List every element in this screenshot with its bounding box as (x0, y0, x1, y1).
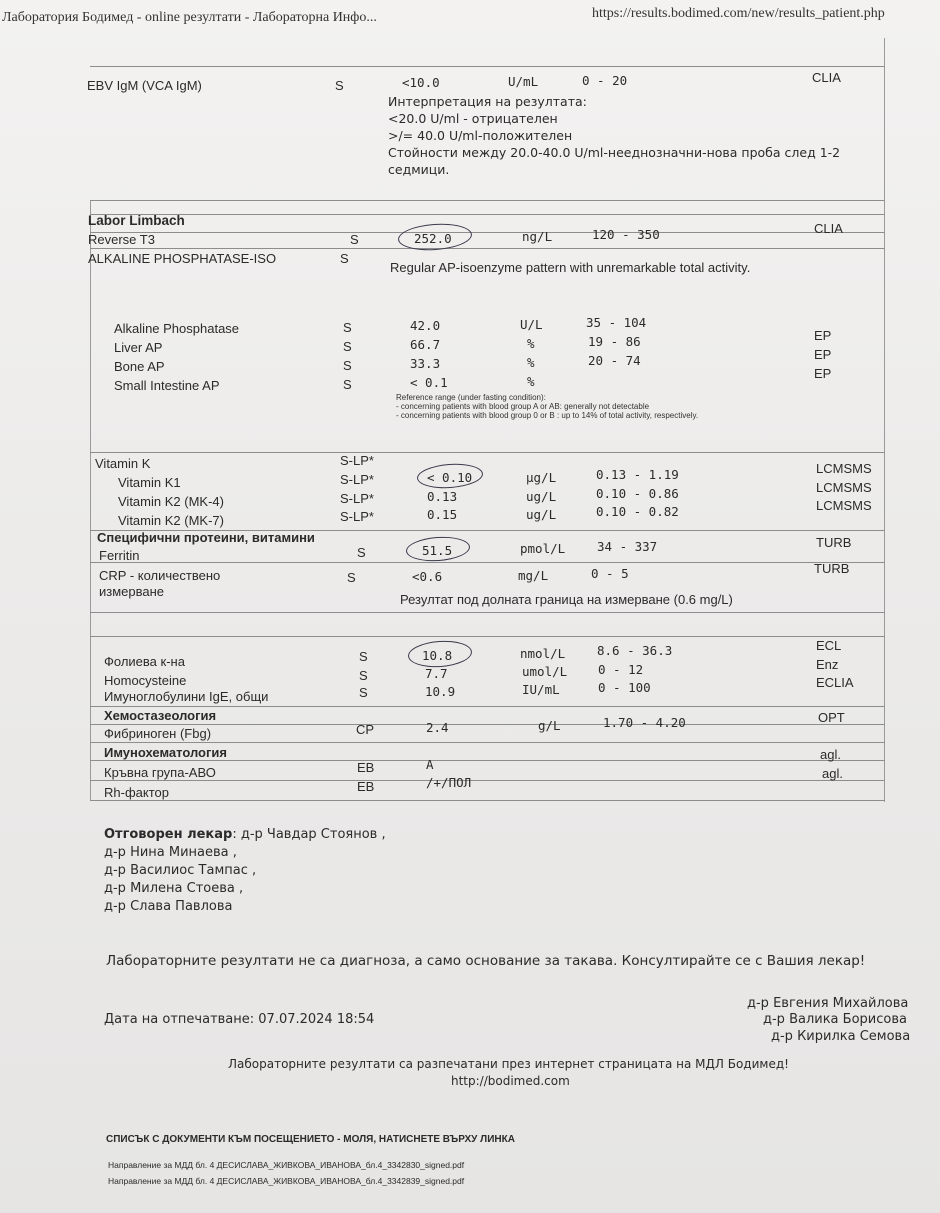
test-name: Small Intestine AP (114, 378, 220, 393)
test-unit: g/L (538, 718, 561, 733)
section-title-proteins: Специфични протеини, витамини (97, 530, 315, 545)
test-name-alp-iso: ALKALINE PHOSPHATASE-ISO (88, 251, 277, 266)
test-range: 20 - 74 (588, 353, 641, 368)
row-divider (90, 760, 885, 761)
test-unit: IU/mL (522, 682, 560, 697)
test-range: 8.6 - 36.3 (597, 643, 673, 658)
row-divider (90, 742, 885, 743)
row-divider (90, 780, 885, 781)
test-name-rh: Rh-фактор (104, 785, 169, 800)
disclaimer: Лабораторните резултати не са диагноза, а само основание за такава. Консултирайте се с Вашия лекар! (106, 953, 866, 969)
print-header-title: Лаборатория Бодимед - online резултати - Лабораторна Инфо... (2, 10, 377, 25)
test-range: 0.10 - 0.82 (596, 504, 679, 519)
test-unit: ng/L (522, 229, 553, 244)
test-value: 51.5 (422, 543, 453, 558)
signer-name: д-р Евгения Михайлова (747, 996, 909, 1011)
test-unit: mg/L (518, 568, 549, 583)
test-value: A (426, 757, 434, 772)
test-unit: % (527, 355, 535, 370)
test-value: 0.15 (427, 507, 458, 522)
test-name: Bone AP (114, 359, 165, 374)
doctor-name: д-р Слава Павлова (104, 899, 233, 914)
test-value: 33.3 (410, 356, 441, 371)
printed-via: Лабораторните резултати са разпечатани през интернет страницата на МДЛ Бодимед! (228, 1057, 789, 1071)
row-divider (90, 800, 885, 801)
test-method: CLIA (814, 221, 843, 236)
test-value: 2.4 (426, 720, 449, 735)
test-sample: S-LP* (340, 509, 374, 524)
test-sample: CP (356, 722, 375, 737)
row-divider (90, 66, 885, 67)
test-sample: S (343, 377, 352, 392)
test-sample: S (343, 339, 352, 354)
test-method: OPT (818, 710, 845, 725)
test-sample: EB (357, 779, 375, 794)
test-method: TURB (816, 535, 852, 550)
section-title-limbach: Labor Limbach (88, 213, 185, 228)
test-value: 10.8 (422, 648, 453, 663)
test-method: EP (814, 347, 832, 362)
test-method: EP (814, 328, 832, 343)
print-header-url: https://results.bodimed.com/new/results_patient.php (592, 6, 885, 21)
test-name: Liver AP (114, 340, 163, 355)
responsible-label: Отговорен лекар (104, 827, 233, 842)
test-method: Enz (816, 657, 839, 672)
doctor-name: д-р Василиос Тампас , (104, 863, 257, 878)
hand-drawn-circle (407, 639, 473, 669)
signer-name: д-р Валика Борисова (763, 1012, 907, 1027)
test-method: TURB (814, 561, 850, 576)
test-method: LCMSMS (816, 498, 872, 513)
ebv-interpretation (388, 93, 888, 178)
test-name-ferritin: Ferritin (99, 548, 140, 563)
test-value: < 0.1 (410, 375, 448, 390)
test-method: LCMSMS (816, 480, 872, 495)
test-value: 42.0 (410, 318, 441, 333)
reference-range-line: - concerning patients with blood group A or AB: generally not detectable (396, 402, 650, 411)
test-unit: umol/L (522, 664, 568, 679)
interp-line: Стойности между 20.0-40.0 U/ml-нееднозначни-нова проба след 1-2 седмици. (388, 145, 841, 177)
test-range: 34 - 337 (597, 539, 658, 554)
test-name-vitamin-k: Vitamin K (95, 456, 151, 471)
test-sample: S (359, 668, 368, 683)
row-divider (90, 248, 885, 249)
test-name: Homocysteine (104, 673, 187, 688)
test-method: EP (814, 366, 832, 381)
test-unit: nmol/L (520, 646, 566, 661)
test-sample: EB (357, 760, 375, 775)
table-border-left (90, 200, 91, 800)
test-unit: µg/L (526, 470, 557, 485)
test-method: ECLIA (816, 675, 854, 690)
test-range: 120 - 350 (592, 227, 660, 242)
print-date: Дата на отпечатване: 07.07.2024 18:54 (104, 1012, 375, 1027)
test-unit: % (527, 336, 535, 351)
test-unit: ug/L (526, 489, 557, 504)
test-unit: pmol/L (520, 541, 566, 556)
test-name-rt3: Reverse T3 (88, 232, 155, 247)
test-method: ECL (816, 638, 842, 653)
doctor-name: : д-р Чавдар Стоянов , (232, 827, 386, 842)
test-range: 1.70 - 4.20 (603, 715, 686, 730)
alp-iso-note: Regular AP-isoenzyme pattern with unremarkable total activity. (390, 260, 751, 275)
row-divider (90, 706, 885, 707)
test-sample: S (350, 232, 359, 247)
test-range: 0.13 - 1.19 (596, 467, 679, 482)
row-divider (90, 724, 885, 725)
doctor-name: д-р Милена Стоева , (104, 881, 244, 896)
test-sample: S (343, 320, 352, 335)
test-sample: S (340, 251, 349, 266)
test-name: Alkaline Phosphatase (114, 321, 240, 336)
test-name: Vitamin K2 (MK-7) (118, 513, 224, 528)
hand-drawn-circle (416, 462, 484, 491)
reference-range-line: - concerning patients with blood group 0 or B : up to 14% of total activity, respectively. (396, 411, 699, 420)
test-value: 0.13 (427, 489, 458, 504)
document-link[interactable]: Направление за МДД бл. 4 ДЕСИСЛАВА_ЖИВКОВА_ИВАНОВА_бл.4_3342830_signed.pdf (108, 1160, 465, 1170)
test-sample: S-LP* (340, 491, 374, 506)
signer-name: д-р Кирилка Семова (771, 1029, 911, 1044)
test-value: <10.0 (402, 75, 440, 90)
test-name: Vitamin K1 (118, 475, 181, 490)
row-divider (90, 452, 885, 453)
test-unit: ug/L (526, 507, 557, 522)
test-sample: S (359, 649, 368, 664)
test-name-ebv: EBV IgM (VCA IgM) (87, 78, 202, 93)
test-sample: S (359, 685, 368, 700)
interp-line: >/= 40.0 U/ml-положителен (388, 128, 573, 143)
test-sample: S (343, 358, 352, 373)
test-unit: % (527, 374, 535, 389)
test-name-abo: Кръвна група-АВО (104, 765, 216, 780)
test-unit: U/mL (508, 74, 539, 89)
test-name: Имуноглобулини IgE, общи (104, 689, 269, 704)
section-title-immunohematology: Имунохематология (104, 745, 227, 760)
test-range: 35 - 104 (586, 315, 647, 330)
test-name: Vitamin K2 (MK-4) (118, 494, 224, 509)
test-method: agl. (822, 766, 843, 781)
test-sample: S-LP* (340, 472, 374, 487)
row-divider (90, 200, 885, 201)
documents-title: СПИСЪК С ДОКУМЕНТИ КЪМ ПОСЕЩЕНИЕТО - МОЛЯ, НАТИСНЕТЕ ВЪРХУ ЛИНКА (106, 1134, 515, 1145)
test-value: <0.6 (412, 569, 443, 584)
test-name-fibrinogen: Фибриноген (Fbg) (104, 726, 212, 741)
test-range: 19 - 86 (588, 334, 641, 349)
test-sample: S (357, 545, 366, 560)
test-value: /+/ПОЛ (426, 775, 472, 790)
interp-title: Интерпретация на резултата: (388, 94, 587, 109)
test-name-crp-cont: измерване (99, 584, 165, 599)
responsible-doctors (104, 826, 386, 916)
test-name-crp: CRP - количествено (99, 568, 221, 583)
row-divider (90, 562, 885, 563)
test-sample: S (335, 78, 344, 93)
row-divider (90, 612, 885, 613)
crp-note: Резултат под долната граница на измерване (0.6 mg/L) (400, 592, 733, 607)
test-range: 0 - 100 (598, 680, 651, 695)
section-title-hemostaseology: Хемостазеология (104, 708, 217, 723)
test-value: 66.7 (410, 337, 441, 352)
test-sample: S (347, 570, 356, 585)
test-value: < 0.10 (427, 470, 473, 485)
doctor-name: д-р Нина Минаева , (104, 845, 237, 860)
test-method: agl. (820, 747, 841, 762)
site-link[interactable]: http://bodimed.com (451, 1074, 570, 1088)
test-range: 0 - 12 (598, 662, 644, 677)
test-value: 10.9 (425, 684, 456, 699)
test-unit: U/L (520, 317, 543, 332)
test-value: 7.7 (425, 666, 448, 681)
test-sample: S-LP* (340, 453, 374, 468)
interp-line: <20.0 U/ml - отрицателен (388, 111, 558, 126)
row-divider (90, 232, 885, 233)
document-link[interactable]: Направление за МДД бл. 4 ДЕСИСЛАВА_ЖИВКОВА_ИВАНОВА_бл.4_3342839_signed.pdf (108, 1176, 465, 1186)
test-name: Фолиева к-на (104, 654, 185, 669)
row-divider (90, 636, 885, 637)
test-value: 252.0 (414, 231, 452, 246)
test-range: 0.10 - 0.86 (596, 486, 679, 501)
test-range: 0 - 20 (582, 73, 628, 88)
hand-drawn-circle (405, 535, 471, 563)
row-divider (90, 214, 885, 215)
test-range: 0 - 5 (591, 566, 629, 581)
reference-range-title: Reference range (under fasting condition): (396, 393, 546, 402)
test-method: LCMSMS (816, 461, 872, 476)
test-method: CLIA (812, 70, 841, 85)
